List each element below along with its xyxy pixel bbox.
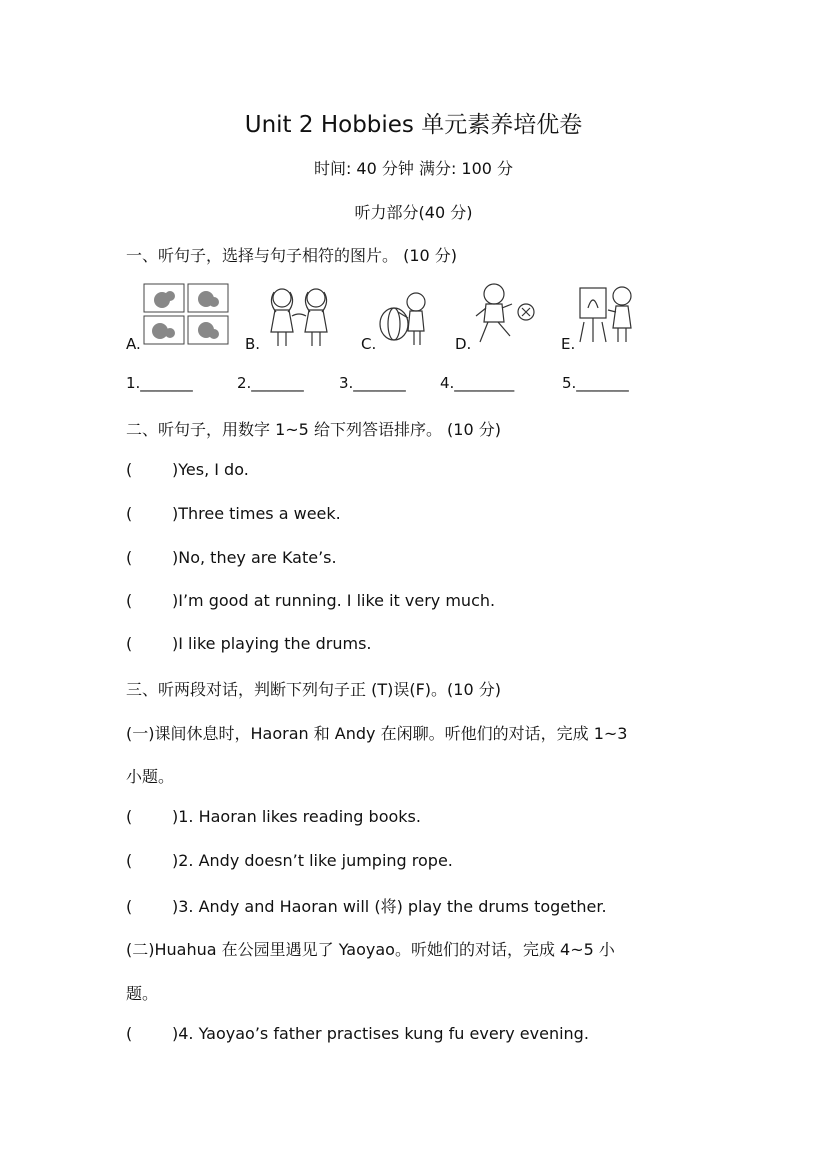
blank-4[interactable]: 4.________ xyxy=(440,374,515,392)
girls-dancing-icon xyxy=(262,280,338,350)
girl-drum-icon xyxy=(378,286,438,348)
list-item[interactable]: ( )1. Haoran likes reading books. xyxy=(126,807,421,826)
page-title: Unit 2 Hobbies 单元素养培优卷 xyxy=(244,112,583,138)
option-e-label: E. xyxy=(561,335,576,353)
list-item[interactable]: ( )No, they are Kate’s. xyxy=(126,548,337,567)
list-item[interactable]: ( )I’m good at running. I like it very much. xyxy=(126,591,496,610)
listening-heading: 听力部分(40 分) xyxy=(354,203,473,222)
option-a-label: A. xyxy=(126,335,141,353)
boy-football-icon xyxy=(472,280,538,348)
list-item[interactable]: ( )4. Yaoyao’s father practises kung fu every evening. xyxy=(126,1024,589,1043)
option-c-label: C. xyxy=(361,335,377,353)
part1-intro-cont: 小题。 xyxy=(126,767,175,786)
part1-intro: (一)课间休息时，Haoran 和 Andy 在闲聊。听他们的对话，完成 1~3 xyxy=(126,724,628,743)
section1-heading: 一、听句子，选择与句子相符的图片。 (10 分) xyxy=(126,246,458,265)
option-b-label: B. xyxy=(245,335,261,353)
time-score: 时间: 40 分钟 满分: 100 分 xyxy=(313,159,514,178)
part2-intro-cont: 题。 xyxy=(126,984,159,1003)
blank-1[interactable]: 1._______ xyxy=(126,374,193,392)
list-item[interactable]: ( )Yes, I do. xyxy=(126,460,249,479)
stamps-icon xyxy=(142,282,232,346)
list-item[interactable]: ( )3. Andy and Haoran will (将) play the drums together. xyxy=(126,897,607,916)
list-item[interactable]: ( )Three times a week. xyxy=(126,504,341,523)
list-item[interactable]: ( )I like playing the drums. xyxy=(126,634,372,653)
blank-2[interactable]: 2._______ xyxy=(237,374,304,392)
list-item[interactable]: ( )2. Andy doesn’t like jumping rope. xyxy=(126,851,453,870)
girl-painting-icon xyxy=(578,282,638,346)
section3-heading: 三、听两段对话，判断下列句子正 (T)误(F)。(10 分) xyxy=(126,680,501,699)
section2-heading: 二、听句子，用数字 1~5 给下列答语排序。 (10 分) xyxy=(126,420,501,439)
part2-intro: (二)Huahua 在公园里遇见了 Yaoyao。听她们的对话，完成 4~5 小 xyxy=(126,940,615,959)
option-d-label: D. xyxy=(455,335,472,353)
blank-5[interactable]: 5._______ xyxy=(562,374,629,392)
blank-3[interactable]: 3._______ xyxy=(339,374,406,392)
